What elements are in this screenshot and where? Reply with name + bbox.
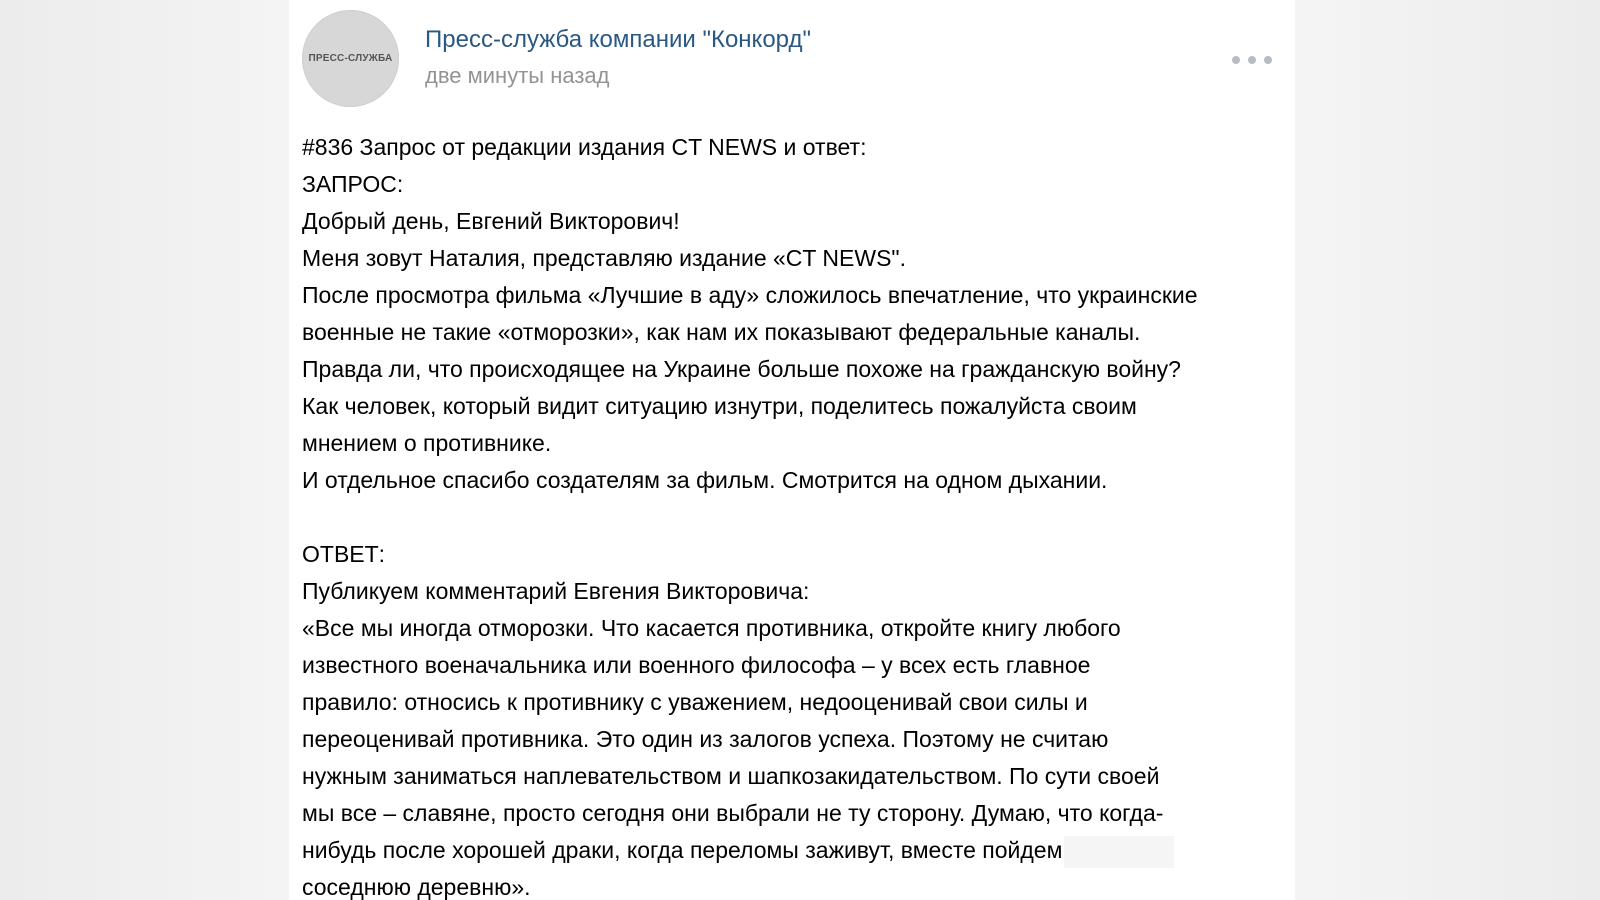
post-line: правило: относись к противнику с уважением, недооценивай свои силы и [302, 689, 1088, 715]
post-line: Меня зовут Наталия, представляю издание «CT NEWS". [302, 245, 906, 271]
post-line: Добрый день, Евгений Викторович! [302, 208, 680, 234]
post-text [302, 129, 1302, 900]
post-line-with-redaction [302, 832, 1302, 869]
post-line: известного военачальника или военного философа – у всех есть главное [302, 652, 1091, 678]
dot [1248, 56, 1256, 64]
dot [1264, 56, 1272, 64]
post-line-text: нибудь после хорошей драки, когда переломы заживут, вместе пойдем [302, 837, 1063, 863]
wall-post [289, 0, 1295, 900]
post-line: переоценивай противника. Это один из залогов успеха. Поэтому не считаю [302, 726, 1109, 752]
post-line: #836 Запрос от редакции издания CT NEWS и ответ: [302, 134, 867, 160]
redacted-block [1064, 836, 1174, 868]
post-line: И отдельное спасибо создателям за фильм. Смотрится на одном дыхании. [302, 467, 1108, 493]
post-line: Как человек, который видит ситуацию изнутри, поделитесь пожалуйста своим [302, 393, 1137, 419]
post-line: соседнюю деревню». [302, 874, 531, 900]
more-horizontal-icon[interactable] [1232, 50, 1272, 70]
post-line: ЗАПРОС: [302, 171, 404, 197]
blank-line [302, 499, 1302, 536]
author-avatar[interactable] [302, 10, 399, 107]
post-line: Правда ли, что происходящее на Украине больше похоже на гражданскую войну? [302, 356, 1181, 382]
post-timestamp[interactable]: две минуты назад [425, 63, 610, 88]
post-line: Публикуем комментарий Евгения Викторовича: [302, 578, 810, 604]
avatar-label: ПРЕСС-СЛУЖБА [308, 53, 393, 64]
post-line: военные не такие «отморозки», как нам их показывают федеральные каналы. [302, 319, 1141, 345]
post-line: мы все – славяне, просто сегодня они выбрали не ту сторону. Думаю, что когда- [302, 800, 1164, 826]
dot [1232, 56, 1240, 64]
post-line: «Все мы иногда отморозки. Что касается противника, откройте книгу любого [302, 615, 1121, 641]
post-line: ОТВЕТ: [302, 541, 386, 567]
post-header [302, 10, 1292, 110]
post-line: мнением о противнике. [302, 430, 552, 456]
post-line: После просмотра фильма «Лучшие в аду» сложилось впечатление, что украинские [302, 282, 1198, 308]
post-line: нужным заниматься наплевательством и шапкозакидательством. По сути своей [302, 763, 1160, 789]
author-name-link[interactable]: Пресс-служба компании "Конкорд" [425, 26, 811, 53]
